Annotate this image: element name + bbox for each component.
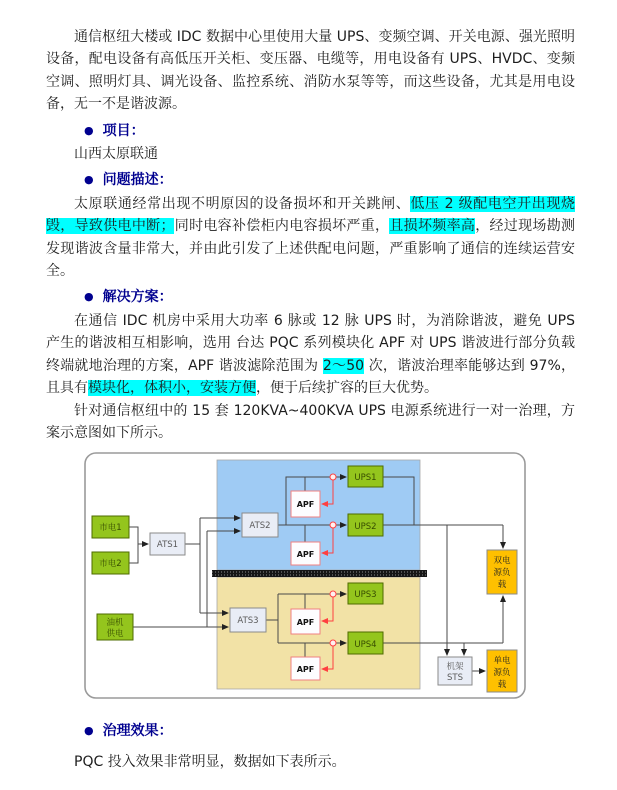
project-body: 山西太原联通 [74,146,158,163]
ups3-box [348,583,383,604]
apf1-label: APF [296,500,315,510]
ups3-label: UPS3 [354,590,377,601]
dual-load-label: 载 [497,580,507,591]
ats2-box [242,513,278,537]
genset-label: 油机 [106,618,124,629]
rack-sts-label: 机架 [446,662,464,673]
apf2-box [291,542,320,565]
mains2-label: 市电2 [99,559,122,570]
highlighted-text: 且损坏频率高 [389,218,476,235]
genset-label: 供电 [106,629,124,640]
problem-heading: 问题描述： [102,172,173,189]
bullet-icon: ● [84,290,94,304]
bullet-solution [84,286,575,309]
apf3-box [291,609,320,634]
dual-load-label: 源负 [493,568,511,579]
zone-separator [212,570,427,577]
rack-sts-box [438,657,472,685]
mains1-box [92,516,129,538]
bullet-effect [84,720,575,743]
bullet-icon: ● [84,173,94,187]
bullet-icon: ● [84,123,94,137]
scheme-diagram [84,452,575,704]
apf4-label: APF [296,665,315,675]
dual-load-label: 双电 [493,556,511,567]
highlighted-text: 2～50 [322,357,365,374]
ct-sensor-icon [330,591,336,597]
single-load-label: 单电 [493,656,511,667]
ats1-box [150,533,185,555]
apf2-label: APF [296,550,315,560]
text-segment: ，经过现场勘测发现谐波含量非常大，并由此引发了上述供配电问题，严重影响了通信的连续运营安全。 [46,218,576,280]
text-segment: 次，谐波治理率能够达到 97%，且具有 [46,357,575,397]
scheme-diagram-svg [84,452,527,700]
solution-paragraph [46,310,575,400]
solution-paragraph-2: 针对通信枢纽中的 15 套 120KVA~400KVA UPS 电源系统进行一对一治理，方案示意图如下所示。 [46,402,575,441]
ats1-label: ATS1 [156,540,179,551]
ups1-box [348,466,383,487]
ups2-label: UPS2 [354,522,377,533]
ct-sensor-icon [330,522,336,528]
bullet-icon: ● [84,724,94,738]
bullet-problem [84,169,575,192]
text-segment: 在通信 IDC 机房中采用大功率 6 脉或 12 脉 UPS 时，为消除谐波，避免 UPS 产生的谐波相互相影响，选用 台达 PQC 系列模块化 APF 对 UPS 谐波进行部分负载终端就地治理的方案，APF 谐波滤除范围为 [46,312,575,374]
rack-sts-label: STS [447,673,463,684]
problem-paragraph [46,193,575,283]
effect-heading: 治理效果： [102,723,173,740]
apf4-box [291,657,320,680]
intro-paragraph: 通信枢纽大楼或 IDC 数据中心里使用大量 UPS、变频空调、开关电源、强光照明设备，配电设备有高低压开关柜、变压器、电缆等，用电设备有 UPS、HVDC、变频空调、照明灯具、调光设备、监控系统、消防水泵等等，而这些设备，尤其是用电设备，无一不是谐波源。 [46,29,575,113]
highlighted-text: 低压 2 级配电空开出现烧毁，导致供电中断； [46,195,576,235]
single-load-label: 载 [497,680,507,691]
ct-sensor-icon [330,474,336,480]
single-load-label: 源负 [493,668,511,679]
solution-heading: 解决方案： [102,289,173,306]
bullet-project [84,120,575,143]
single-load-box [487,650,517,692]
ats3-box [230,608,266,632]
text-segment: ，便于后续扩容的巨大优势。 [256,380,438,397]
genset-box [97,614,133,640]
ups1-label: UPS1 [354,473,377,484]
ats2-label: ATS2 [249,521,271,532]
ct-sensor-icon [330,640,336,646]
project-heading: 项目： [102,122,145,139]
ups4-label: UPS4 [354,640,377,651]
text-segment: 同时电容补偿柜内电容损坏严重， [174,218,390,235]
apf1-box [291,491,320,517]
highlighted-text: 模块化，体积小，安装方便 [88,380,256,397]
dual-load-box [487,550,517,594]
ats3-label: ATS3 [237,616,259,627]
apf3-label: APF [296,618,315,628]
ups2-box [348,514,383,536]
mains1-label: 市电1 [99,523,122,534]
mains2-box [92,552,129,574]
ups4-box [348,632,383,654]
text-segment: 太原联通经常出现不明原因的设备损坏和开关跳闸、 [74,195,411,212]
effect-body: PQC 投入效果非常明显，数据如下表所示。 [74,753,346,770]
